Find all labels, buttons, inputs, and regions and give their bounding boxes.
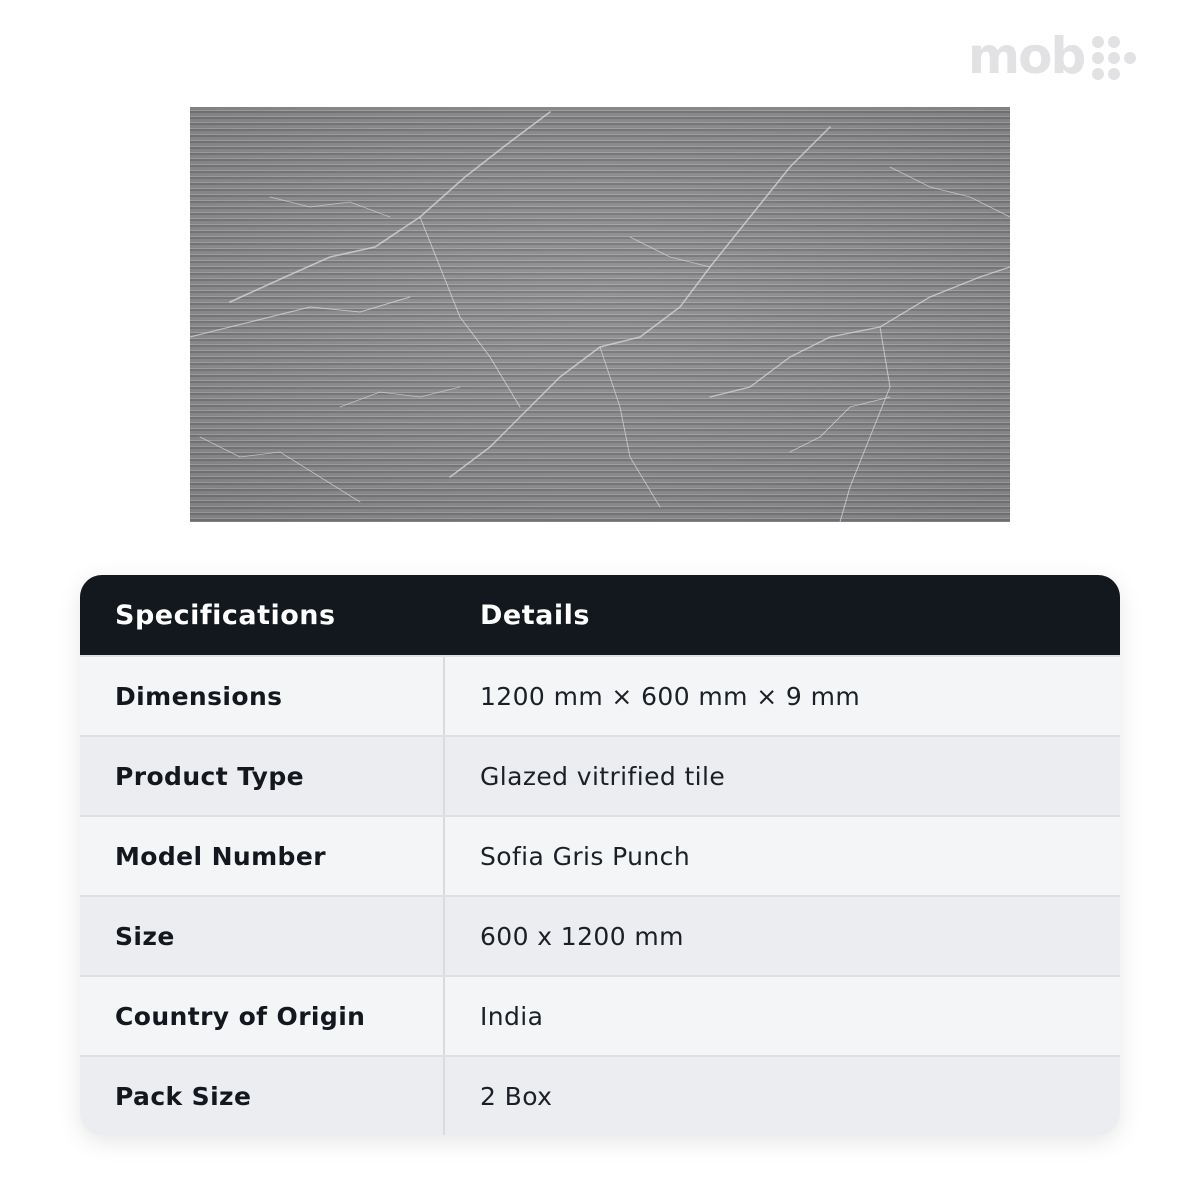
brand-logo [968, 26, 1152, 86]
header-cell-details [445, 600, 1120, 631]
spec-value: 2 Box [480, 1081, 553, 1111]
table-row [80, 735, 1120, 815]
table-row [80, 975, 1120, 1055]
header-cell-specifications [80, 600, 445, 631]
specifications-table [80, 575, 1120, 1135]
table-row [80, 895, 1120, 975]
logo-dots-icon [1088, 32, 1140, 84]
spec-value: Sofia Gris Punch [480, 841, 691, 871]
tile-product-image [190, 107, 1010, 522]
header-specifications-label: Specifications [115, 599, 336, 631]
logo-wordmark: mob [968, 27, 1085, 85]
spec-label: Size [80, 897, 445, 975]
table-header [80, 575, 1120, 655]
header-details-label: Details [480, 599, 590, 631]
spec-value: 1200 mm × 600 mm × 9 mm [480, 681, 861, 711]
spec-label: Pack Size [80, 1057, 445, 1135]
spec-label: Model Number [80, 817, 445, 895]
spec-value: Glazed vitrified tile [480, 761, 726, 791]
spec-label: Product Type [80, 737, 445, 815]
table-row [80, 1055, 1120, 1135]
spec-label: Country of Origin [80, 977, 445, 1055]
table-row [80, 655, 1120, 735]
spec-value: India [480, 1001, 544, 1031]
table-row [80, 815, 1120, 895]
spec-value: 600 x 1200 mm [480, 921, 684, 951]
spec-label: Dimensions [80, 657, 445, 735]
